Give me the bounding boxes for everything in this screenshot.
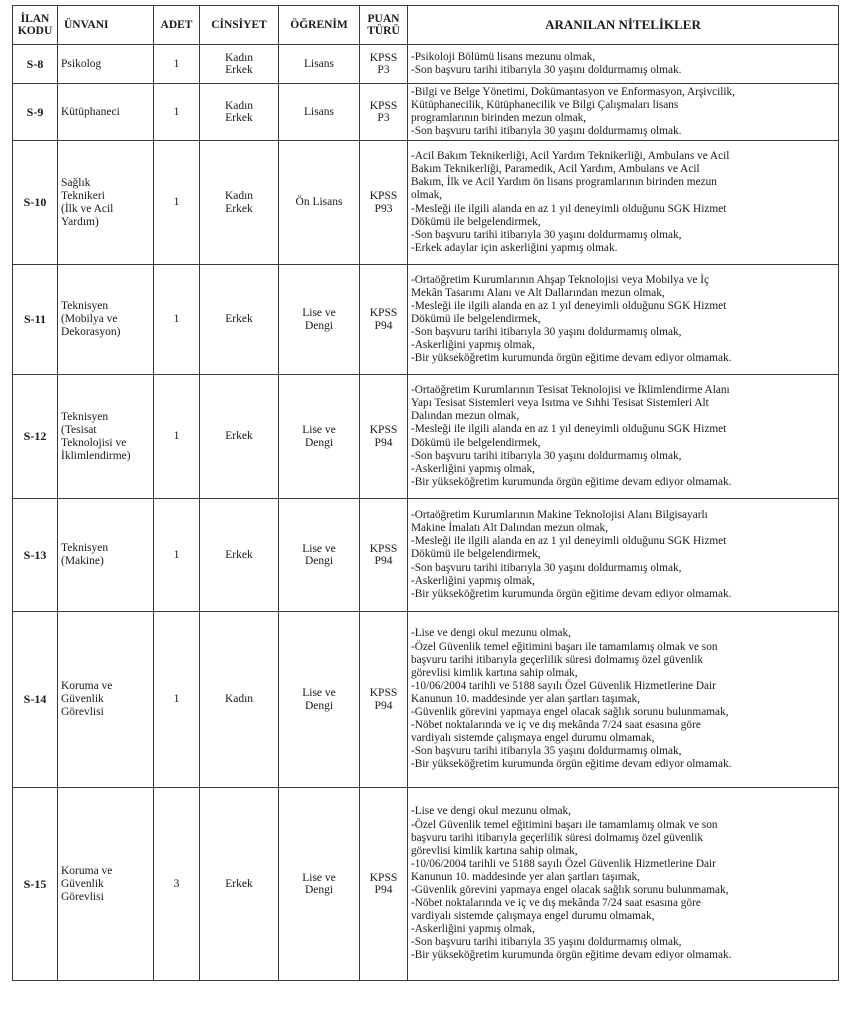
gender-line: Erkek: [225, 112, 253, 124]
education-level: [279, 375, 360, 499]
qualification-line: -Güvenlik görevini yapmaya engel olacak sağlık sorunu bulunmamak,: [411, 884, 729, 896]
score-type: [360, 45, 408, 84]
education-level: [279, 141, 360, 265]
score-type-line: P94: [374, 884, 393, 896]
qualification-line: -Askerliğini yapmış olmak,: [411, 574, 535, 587]
table-row: [13, 612, 839, 788]
qualification-line: -Askerliğini yapmış olmak,: [411, 339, 535, 352]
education-level: [279, 612, 360, 788]
qualifications: [408, 141, 839, 265]
qualification-line: -Ortaöğretim Kurumlarının Tesisat Teknolojisi ve İklimlendirme Alanı: [411, 384, 730, 397]
gender: [200, 499, 279, 612]
listing-code: S-13: [13, 499, 58, 612]
gender-line: Erkek: [225, 548, 253, 561]
score-type-line: KPSS: [369, 542, 398, 555]
gender-line: Kadın: [224, 51, 254, 64]
qualification-line: Dalından mezun olmak,: [411, 410, 520, 423]
position-title-line: Teknisyen: [61, 410, 109, 423]
qualification-line: -Son başvuru tarihi itibarıyla 35 yaşını doldurmamış olmak,: [411, 936, 682, 949]
score-type-line: P94: [374, 319, 393, 332]
position-title-line: Psikolog: [61, 57, 102, 70]
qualification-line: -Bir yükseköğretim kurumunda örgün eğitime devam ediyor olmamak.: [411, 587, 732, 600]
gender-line: Kadın: [224, 693, 254, 706]
qualifications: [408, 612, 839, 788]
qualification-line: -Bir yükseköğretim kurumunda örgün eğitime devam ediyor olmamak.: [411, 352, 732, 365]
qualifications: [408, 375, 839, 499]
qualification-line: -Son başvuru tarihi itibarıyla 30 yaşını doldurmamış olmak,: [411, 228, 682, 241]
table-row: [13, 141, 839, 265]
qualifications: [408, 499, 839, 612]
gender-line: Kadın: [224, 190, 254, 202]
education-line: Dengi: [304, 555, 334, 567]
score-type-line: KPSS: [369, 190, 398, 202]
qualification-line: olmak,: [411, 189, 443, 202]
score-type-line: P94: [374, 436, 393, 449]
qualification-line: -Mesleği ile ilgili alanda en az 1 yıl deneyimli olduğunu SGK Hizmet: [411, 202, 727, 215]
qualification-line: -Son başvuru tarihi itibarıyla 30 yaşını doldurmamış olmak,: [411, 326, 682, 339]
qualification-line: programlarının birinden mezun olmak,: [411, 112, 587, 124]
qualification-line: -Son başvuru tarihi itibarıyla 30 yaşını doldurmamış olmak,: [411, 561, 682, 574]
listing-code: S-12: [13, 375, 58, 499]
position-count: 1: [154, 499, 200, 612]
education-line: Ön Lisans: [295, 196, 343, 209]
position-title-line: Sağlık: [61, 176, 91, 189]
qualification-line: -Erkek adaylar için askerliğini yapmış olmak.: [411, 241, 618, 254]
qualification-line: -Lise ve dengi okul mezunu olmak,: [411, 805, 571, 818]
qualification-line: Dökümü ile belgelendirmek,: [411, 548, 541, 561]
qualification-line: -Özel Güvenlik temel eğitimini başarı ile tamamlamış olmak ve son: [411, 640, 718, 653]
score-type: [360, 84, 408, 141]
header-qualifications: ARANILAN NİTELİKLER: [408, 6, 839, 45]
qualification-line: -Son başvuru tarihi itibarıyla 30 yaşını doldurmamış olmak,: [411, 449, 682, 462]
score-type-line: P3: [377, 112, 390, 124]
qualification-line: -Son başvuru tarihi itibarıyla 30 yaşını doldurmamış olmak.: [411, 125, 682, 138]
header-score-line: PUAN: [367, 13, 400, 25]
qualification-line: -Askerliğini yapmış olmak,: [411, 462, 535, 475]
position-count: 1: [154, 375, 200, 499]
gender-line: Erkek: [225, 313, 253, 326]
position-title: [58, 141, 154, 265]
qualification-line: -Bir yükseköğretim kurumunda örgün eğitime devam ediyor olmamak.: [411, 949, 732, 962]
listing-code: S-9: [13, 84, 58, 141]
education-level: [279, 45, 360, 84]
qualification-line: -Ortaöğretim Kurumlarının Ahşap Teknolojisi veya Mobilya ve İç: [411, 273, 709, 286]
gender: [200, 612, 279, 788]
position-title-line: (Makine): [61, 555, 104, 567]
score-type-line: KPSS: [369, 99, 398, 112]
position-title-line: İklimlendirme): [61, 449, 131, 462]
listing-code: S-8: [13, 45, 58, 84]
score-type-line: KPSS: [369, 687, 398, 699]
listing-code: S-15: [13, 788, 58, 981]
score-type-line: KPSS: [369, 51, 398, 64]
qualification-line: -Acil Bakım Teknikerliği, Acil Yardım Teknikerliği, Ambulans ve Acil: [411, 150, 730, 163]
job-listing-document: [12, 5, 838, 981]
qualification-line: -Son başvuru tarihi itibarıyla 30 yaşını doldurmamış olmak.: [411, 64, 682, 76]
position-count: 1: [154, 141, 200, 265]
education-line: Lise ve: [302, 424, 336, 436]
qualification-line: -Özel Güvenlik temel eğitimini başarı ile tamamlamış olmak ve son: [411, 818, 718, 831]
header-count: ADET: [154, 6, 200, 45]
header-row: [13, 6, 839, 45]
position-title-line: Teknisyen: [61, 542, 109, 554]
score-type-line: P94: [374, 555, 393, 567]
header-score: [360, 6, 408, 45]
header-code-line: KODU: [17, 25, 53, 37]
qualification-line: Kanunun 10. maddesinde yer alan şartları taşımak,: [411, 692, 641, 705]
qualification-line: -10/06/2004 tarihli ve 5188 sayılı Özel Güvenlik Hizmetlerine Dair: [411, 679, 716, 692]
education-level: [279, 788, 360, 981]
qualification-line: Bakım Teknikerliği, Paramedik, Acil Yardım, Ambulans ve Acil: [411, 163, 700, 176]
score-type-line: KPSS: [369, 424, 398, 436]
table-row: [13, 499, 839, 612]
header-gender: CİNSİYET: [200, 6, 279, 45]
position-title: [58, 84, 154, 141]
qualification-line: -Bilgi ve Belge Yönetimi, Dokümantasyon ve Enformasyon, Arşivcilik,: [411, 85, 736, 98]
header-score-line: TÜRÜ: [367, 25, 400, 37]
position-title-line: Görevlisi: [61, 706, 104, 718]
position-count: 1: [154, 45, 200, 84]
score-type: [360, 265, 408, 375]
listing-code: S-14: [13, 612, 58, 788]
gender-line: Kadın: [224, 99, 254, 112]
qualification-line: görevlisi kimlik kartına sahip olmak,: [411, 666, 578, 679]
education-line: Lise ve: [302, 307, 336, 319]
qualification-line: Dökümü ile belgelendirmek,: [411, 312, 541, 325]
position-count: 1: [154, 265, 200, 375]
table-row: [13, 788, 839, 981]
qualification-line: -Lise ve dengi okul mezunu olmak,: [411, 627, 571, 640]
qualification-line: Dökümü ile belgelendirmek,: [411, 215, 541, 228]
qualification-line: Kütüphanecilik, Kütüphanecilik ve Bilgi Çalışmaları lisans: [411, 98, 679, 111]
qualification-line: -Bir yükseköğretim kurumunda örgün eğitime devam ediyor olmamak.: [411, 475, 732, 488]
gender-line: Erkek: [225, 430, 253, 443]
score-type-line: P3: [377, 64, 390, 76]
gender: [200, 141, 279, 265]
position-count: 3: [154, 788, 200, 981]
qualifications: [408, 45, 839, 84]
education-line: Lise ve: [302, 687, 336, 699]
position-title-line: Teknisyen: [61, 300, 109, 312]
qualification-line: Kanunun 10. maddesinde yer alan şartları taşımak,: [411, 870, 641, 883]
qualification-line: -Nöbet noktalarında ve iç ve dış mekânda 7/24 saat esasına göre: [411, 897, 701, 910]
qualification-line: Yapı Tesisat Sistemleri veya Isıtma ve Sıhhi Tesisat Sistemleri Alt: [411, 397, 709, 410]
position-title-line: Koruma ve: [61, 864, 113, 877]
qualification-line: vardiyalı sistemde çalışmaya engel durumu olmamak,: [411, 732, 655, 745]
position-title: [58, 265, 154, 375]
qualification-line: -Mesleği ile ilgili alanda en az 1 yıl deneyimli olduğunu SGK Hizmet: [411, 423, 727, 436]
qualification-line: -Son başvuru tarihi itibarıyla 35 yaşını doldurmamış olmak,: [411, 745, 682, 758]
qualification-line: -Psikoloji Bölümü lisans mezunu olmak,: [411, 50, 596, 63]
position-title-line: Güvenlik: [61, 877, 104, 890]
qualification-line: -Mesleği ile ilgili alanda en az 1 yıl deneyimli olduğunu SGK Hizmet: [411, 299, 727, 312]
header-code: [13, 6, 58, 45]
education-level: [279, 84, 360, 141]
score-type: [360, 141, 408, 265]
position-title-line: Koruma ve: [61, 680, 113, 692]
gender: [200, 45, 279, 84]
position-title-line: Dekorasyon): [61, 326, 121, 338]
qualification-line: -Mesleği ile ilgili alanda en az 1 yıl deneyimli olduğunu SGK Hizmet: [411, 535, 727, 548]
qualification-line: -Nöbet noktalarında ve iç ve dış mekânda 7/24 saat esasına göre: [411, 719, 701, 732]
job-rows: [13, 45, 839, 981]
qualification-line: vardiyalı sistemde çalışmaya engel durumu olmamak,: [411, 910, 655, 923]
education-line: Dengi: [304, 436, 334, 449]
position-title-line: Güvenlik: [61, 693, 104, 705]
qualification-line: başvuru tarihi itibarıyla geçerlilik süresi dolmamış özel güvenlik: [411, 831, 704, 844]
position-title-line: Kütüphaneci: [61, 105, 120, 118]
qualification-line: başvuru tarihi itibarıyla geçerlilik süresi dolmamış özel güvenlik: [411, 653, 704, 666]
qualification-line: görevlisi kimlik kartına sahip olmak,: [411, 844, 578, 857]
position-count: 1: [154, 84, 200, 141]
position-count: 1: [154, 612, 200, 788]
gender-line: Erkek: [225, 877, 253, 890]
score-type: [360, 375, 408, 499]
qualification-line: -Askerliğini yapmış olmak,: [411, 923, 535, 936]
qualifications: [408, 84, 839, 141]
qualification-line: Mekân Tasarımı Alanı ve Alt Dallarından mezun olmak,: [411, 286, 665, 299]
header-title: ÜNVANI: [58, 6, 154, 45]
position-title-line: (Mobilya ve: [61, 313, 118, 325]
qualifications: [408, 265, 839, 375]
education-line: Lisans: [303, 57, 335, 70]
listing-code: S-10: [13, 141, 58, 265]
qualification-line: Dökümü ile belgelendirmek,: [411, 436, 541, 449]
position-title-line: Yardım): [61, 215, 99, 228]
position-title-line: Görevlisi: [61, 890, 104, 903]
position-title: [58, 45, 154, 84]
education-line: Dengi: [304, 884, 334, 896]
job-listing-table: [12, 5, 839, 981]
position-title-line: Teknikeri: [61, 189, 105, 202]
score-type: [360, 612, 408, 788]
position-title-line: (Tesisat: [61, 423, 97, 436]
education-line: Lisans: [303, 105, 335, 118]
score-type-line: P94: [374, 699, 393, 712]
gender: [200, 84, 279, 141]
position-title: [58, 375, 154, 499]
qualification-line: -Bir yükseköğretim kurumunda örgün eğitime devam ediyor olmamak.: [411, 758, 732, 771]
position-title-line: Teknolojisi ve: [61, 436, 127, 449]
listing-code: S-11: [13, 265, 58, 375]
gender: [200, 265, 279, 375]
qualification-line: Makine İmalatı Alt Dalından mezun olmak,: [411, 522, 609, 535]
position-title: [58, 499, 154, 612]
education-line: Dengi: [304, 319, 334, 332]
education-level: [279, 265, 360, 375]
position-title: [58, 612, 154, 788]
education-level: [279, 499, 360, 612]
education-line: Lise ve: [302, 542, 336, 555]
table-row: [13, 45, 839, 84]
score-type-line: P93: [374, 202, 393, 215]
score-type-line: KPSS: [369, 307, 398, 319]
position-title-line: (İlk ve Acil: [61, 202, 114, 215]
score-type: [360, 499, 408, 612]
header-code-line: İLAN: [20, 13, 50, 25]
qualification-line: -Güvenlik görevini yapmaya engel olacak sağlık sorunu bulunmamak,: [411, 706, 729, 719]
gender-line: Erkek: [225, 202, 253, 215]
gender-line: Erkek: [225, 64, 253, 76]
education-line: Dengi: [304, 699, 334, 712]
score-type-line: KPSS: [369, 871, 398, 884]
gender: [200, 375, 279, 499]
table-row: [13, 265, 839, 375]
table-row: [13, 84, 839, 141]
qualification-line: -10/06/2004 tarihli ve 5188 sayılı Özel Güvenlik Hizmetlerine Dair: [411, 857, 716, 870]
score-type: [360, 788, 408, 981]
qualifications: [408, 788, 839, 981]
table-row: [13, 375, 839, 499]
qualification-line: -Ortaöğretim Kurumlarının Makine Teknolojisi Alanı Bilgisayarlı: [411, 509, 708, 522]
position-title: [58, 788, 154, 981]
education-line: Lise ve: [302, 871, 336, 884]
qualification-line: Bakım, İlk ve Acil Yardım ön lisans programlarının birinden mezun: [411, 176, 717, 189]
gender: [200, 788, 279, 981]
header-education: ÖĞRENİM: [279, 6, 360, 45]
